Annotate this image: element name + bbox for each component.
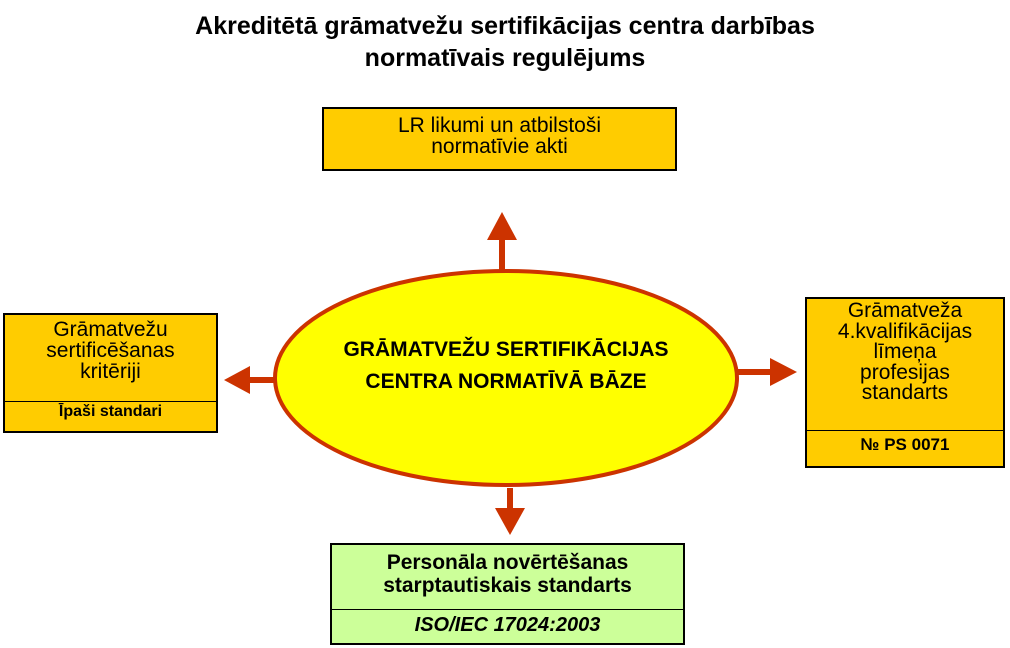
criteria-line-1: Grāmatvežu: [53, 318, 168, 341]
criteria-box: [3, 313, 218, 433]
criteria-box-text: [5, 315, 216, 401]
laws-line-1: LR likumi un atbilstoši: [397, 114, 602, 137]
standard-box-sub: № PS 0071: [807, 430, 1003, 459]
standard-line-5: standarts: [861, 381, 949, 404]
arrow-down: [495, 488, 525, 535]
standard-box: [805, 297, 1005, 468]
criteria-line-2: sertificēšanas: [46, 339, 175, 362]
criteria-box-sub: Īpaši standari: [5, 401, 216, 430]
laws-box: [322, 107, 677, 171]
title-line-1: Akreditētā grāmatvežu sertifikācijas centra darbības: [195, 12, 815, 40]
center-line-1: GRĀMATVEŽU SERTIFIKĀCIJAS: [343, 338, 669, 361]
center-label: [275, 334, 737, 398]
laws-line-2: normatīvie akti: [431, 135, 568, 158]
center-line-2: CENTRA NORMATĪVĀ BĀZE: [365, 370, 647, 393]
standard-box-text: [807, 299, 1003, 430]
iso-box: [330, 543, 685, 645]
title-line-2: normatīvais regulējums: [364, 44, 646, 72]
arrow-up: [487, 212, 517, 270]
iso-line-1: Personāla novērtēšanas: [386, 551, 629, 574]
standard-line-2: 4.kvalifikācijas: [837, 319, 973, 343]
standard-line-4: profesijas: [860, 360, 950, 384]
arrow-left: [224, 366, 275, 394]
arrow-right: [738, 358, 797, 386]
iso-line-2: starptautiskais standarts: [383, 574, 632, 597]
standard-line-3: līmeņa: [873, 340, 937, 363]
standard-line-1: Grāmatveža: [847, 299, 963, 322]
iso-box-sub: ISO/IEC 17024:2003: [332, 609, 683, 640]
laws-box-text: [324, 109, 675, 157]
iso-box-text: [332, 545, 683, 609]
criteria-line-3: kritēriji: [80, 360, 141, 383]
